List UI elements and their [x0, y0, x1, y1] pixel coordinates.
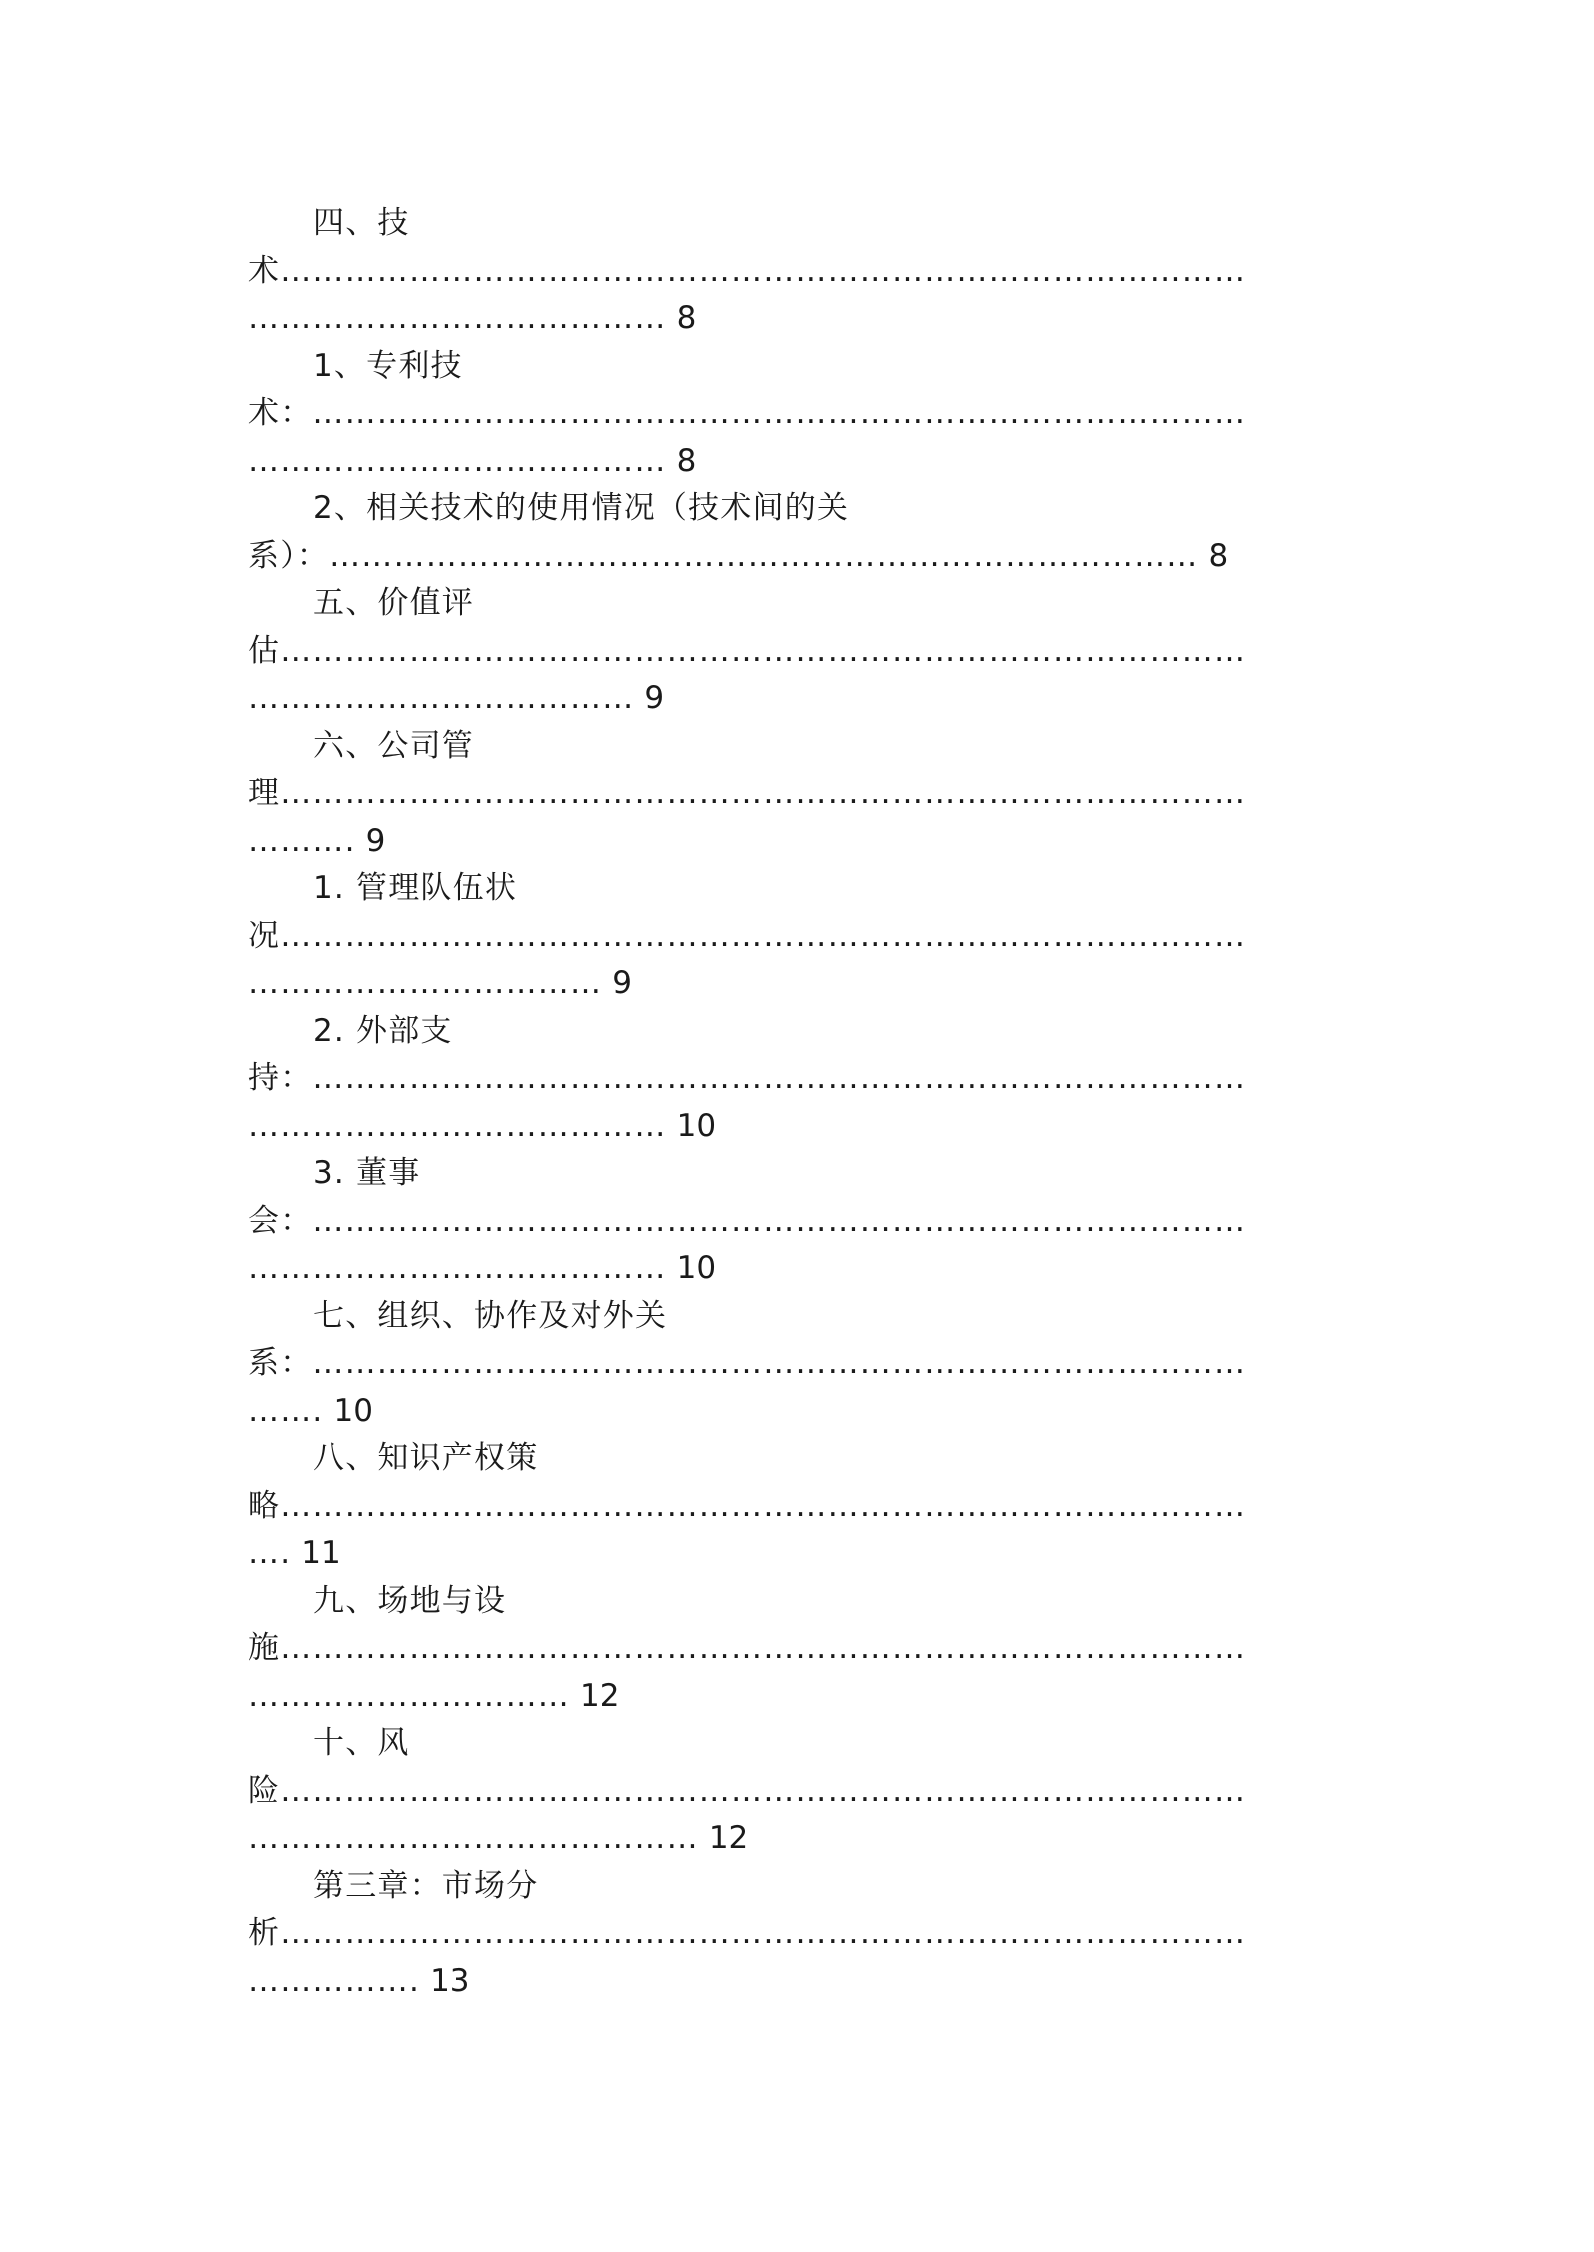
toc-line-text: 系：……………………………………………………………………………: [248, 1345, 1247, 1381]
toc-line-text: 理………………………………………………………………………………: [248, 775, 1247, 811]
toc-leader-line: [248, 913, 1358, 961]
toc-heading-line: [248, 1008, 1358, 1056]
toc-line-text: ….: [248, 1535, 292, 1571]
toc-page-number: 9: [365, 822, 386, 859]
toc-page-number: 8: [676, 300, 697, 336]
toc-leader-line: [248, 390, 1358, 438]
toc-line-text: 1、专利技: [313, 347, 463, 384]
toc-leader-line: [248, 248, 1358, 296]
toc-page-number: 12: [580, 1677, 620, 1714]
toc-heading-line: [248, 343, 1358, 391]
toc-page-number: 10: [676, 1107, 717, 1144]
toc-line-text: ………………………………: [248, 680, 635, 716]
toc-leader-line: [248, 1530, 1358, 1578]
toc-line-text: 险………………………………………………………………………………: [248, 1772, 1247, 1809]
toc-leader-line: [248, 1768, 1358, 1816]
toc-leader-line: [248, 1388, 1358, 1436]
toc-leader-line: [248, 770, 1358, 818]
toc-leader-line: [248, 295, 1358, 343]
toc-line-text: 施………………………………………………………………………………: [248, 1630, 1247, 1666]
toc-page-number: 13: [430, 1962, 470, 1999]
toc-line-text: 七、组织、协作及对外关: [313, 1297, 668, 1334]
toc-heading-line: [248, 865, 1358, 913]
toc-line-text: 3. 董事: [313, 1155, 421, 1191]
toc-heading-line: [248, 723, 1358, 771]
toc-line-text: …………………………………: [248, 1107, 667, 1144]
toc-leader-line: [248, 818, 1358, 866]
toc-line-text: 况………………………………………………………………………………: [248, 917, 1247, 954]
table-of-contents: [248, 200, 1358, 2005]
toc-leader-line: [248, 1483, 1358, 1531]
toc-line-text: 系）：………………………………………………………………………: [248, 537, 1199, 574]
toc-heading-line: [248, 1435, 1358, 1483]
toc-leader-line: [248, 438, 1358, 486]
toc-leader-line: [248, 1815, 1358, 1863]
toc-heading-line: [248, 580, 1358, 628]
toc-heading-line: [248, 1578, 1358, 1626]
toc-line-text: …………………………: [248, 1677, 570, 1714]
toc-heading-line: [248, 1863, 1358, 1911]
toc-heading-line: [248, 1150, 1358, 1198]
toc-line-text: 2. 外部支: [313, 1012, 453, 1049]
toc-line-text: 2、相关技术的使用情况（技术间的关: [313, 490, 850, 526]
toc-line-text: …………………………………: [248, 442, 667, 479]
toc-leader-line: [248, 1958, 1358, 2006]
toc-leader-line: [248, 533, 1358, 581]
toc-heading-line: [248, 1293, 1358, 1341]
toc-page-number: 9: [612, 965, 632, 1001]
toc-leader-line: [248, 1198, 1358, 1246]
toc-line-text: 五、价值评: [313, 585, 474, 621]
toc-line-text: 八、知识产权策: [313, 1440, 539, 1476]
toc-page-number: 10: [333, 1392, 373, 1429]
toc-line-text: ……….: [248, 822, 356, 859]
toc-line-text: …………………………………: [248, 300, 667, 336]
toc-page-number: 11: [301, 1535, 341, 1571]
toc-line-text: 四、技: [313, 205, 410, 241]
toc-line-text: …….: [248, 1392, 324, 1429]
toc-leader-line: [248, 1340, 1358, 1388]
toc-line-text: 第三章：市场分: [313, 1867, 539, 1904]
toc-line-text: …………….: [248, 1962, 421, 1999]
toc-line-text: 十、风: [313, 1725, 410, 1761]
toc-line-text: ……………………………………: [248, 1820, 699, 1856]
toc-leader-line: [248, 1673, 1358, 1721]
toc-line-text: 估………………………………………………………………………………: [248, 632, 1247, 669]
toc-heading-line: [248, 200, 1358, 248]
toc-leader-line: [248, 1245, 1358, 1293]
toc-page-number: 8: [1208, 537, 1229, 574]
toc-page-number: 9: [644, 680, 665, 716]
toc-leader-line: [248, 1103, 1358, 1151]
toc-page-number: 8: [676, 442, 697, 479]
toc-leader-line: [248, 1055, 1358, 1103]
toc-line-text: ……………………………: [248, 965, 603, 1001]
toc-page-number: 12: [708, 1820, 749, 1856]
toc-leader-line: [248, 675, 1358, 723]
toc-heading-line: [248, 485, 1358, 533]
toc-heading-line: [248, 1720, 1358, 1768]
toc-line-text: 术………………………………………………………………………………: [248, 252, 1247, 289]
toc-leader-line: [248, 1625, 1358, 1673]
toc-page-number: 10: [676, 1250, 717, 1286]
toc-leader-line: [248, 628, 1358, 676]
toc-line-text: …………………………………: [248, 1250, 667, 1286]
toc-leader-line: [248, 1910, 1358, 1958]
toc-line-text: 术：……………………………………………………………………………: [248, 395, 1247, 431]
toc-line-text: 六、公司管: [313, 727, 474, 764]
toc-line-text: 会：……………………………………………………………………………: [248, 1202, 1247, 1239]
toc-line-text: 九、场地与设: [313, 1582, 507, 1619]
toc-line-text: 持：……………………………………………………………………………: [248, 1060, 1247, 1096]
toc-line-text: 略………………………………………………………………………………: [248, 1487, 1247, 1524]
toc-leader-line: [248, 960, 1358, 1008]
toc-line-text: 1. 管理队伍状: [313, 870, 518, 906]
toc-line-text: 析………………………………………………………………………………: [248, 1915, 1247, 1951]
